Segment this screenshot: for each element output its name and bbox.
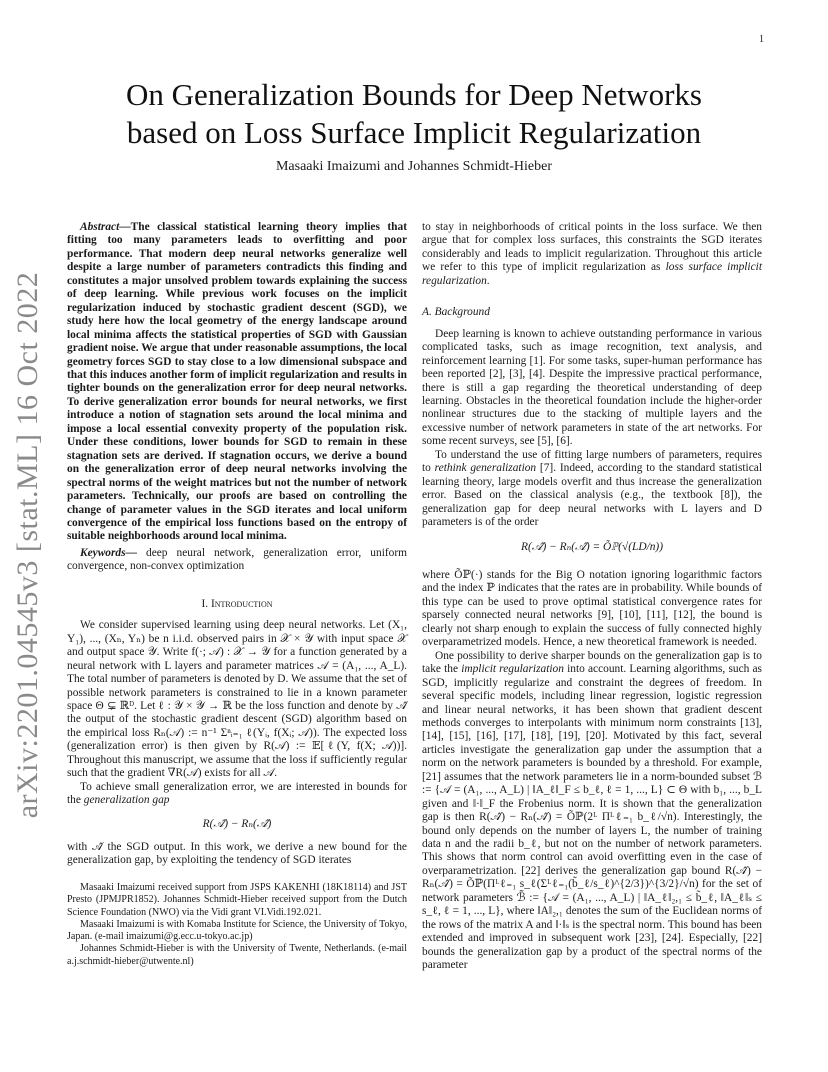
arxiv-stamp-text: arXiv:2201.04545v3 [stat.ML] 16 Oct 2022 <box>11 271 44 819</box>
right-paragraph-1 <box>422 221 762 288</box>
paper-title-line-2: based on Loss Surface Implicit Regularization <box>126 115 702 150</box>
left-column <box>67 221 407 968</box>
right-paragraph-1-emphasis: loss surface implicit regularization <box>422 261 762 287</box>
background-paragraph-2-text-a: To understand the use of fitting large numbers of parameters, requires to <box>422 448 762 475</box>
background-paragraph-2-emphasis: rethink generalization <box>434 462 537 475</box>
background-paragraph-2 <box>422 449 762 530</box>
equation-order: R(𝒜̂) − Rₙ(𝒜̂) = Õℙ(√(LD/n)) <box>520 540 664 553</box>
right-paragraph-1-text: to stay in neighborhoods of critical points in the loss surface. We then argue that for complex loss surfaces, this constraints the SGD iterates considerably and leads to implicit regularization. Throughout this article we refer to this type of implicit regularization as <box>422 221 762 274</box>
intro-paragraph-2-emphasis: generalization gap <box>83 794 170 807</box>
background-paragraph-4-emphasis: implicit regularization <box>461 663 564 676</box>
footnote-funding: Masaaki Imaizumi received support from JSPS KAKENHI (18K18114) and JST Presto (JPMJPR1852). Johannes Schmidt-Hieber received support from the Dutch Science Foundation (NWO) via the Vidi grant VI.Vidi.192.021. <box>67 881 407 918</box>
background-paragraph-1: Deep learning is known to achieve outstanding performance in various complicated tasks, such as image recognition, text analysis, and reinforcement learning [1]. For some tasks, super-human performance has been reported [2], [3], [4]. Despite the impressive practical performance, there is still a gap regarding the theoretical understanding of deep learning. Obstacles in the theoretical foundation include the higher-order nonlinear structures due to the stacking of multiple layers and the excessive number of network parameters in state of the art networks. For some recent surveys, see [5], [6]. <box>422 327 762 448</box>
background-paragraph-3: where Õℙ(·) stands for the Big O notation ignoring logarithmic factors and the index ℙ indicates that the rates are in probability. While bounds of this type can be used to prove optimal statistical convergence rates for sparsely connected neural networks [9], [10], [11], [12], the bound is clearly not sharp enough to explain the success of fully connected highly overparametrized models. Hence, a new theoretical framework is needed. <box>422 568 762 649</box>
keywords <box>67 547 407 574</box>
background-paragraph-4 <box>422 650 762 973</box>
keywords-lead: Keywords— <box>80 546 137 559</box>
subsection-heading-background: A. Background <box>422 306 490 319</box>
intro-paragraph-1: We consider supervised learning using deep neural networks. Let (X₁, Y₁), ..., (Xₙ, Yₙ) be n i.i.d. observed pairs in 𝒳 × 𝒴 with input space 𝒳 and output space 𝒴. Write f(·; 𝒜) : 𝒳 → 𝒴 for a function generated by a neural network with L layers and parameter matrices 𝒜 = (A₁, ..., A_L). The total number of parameters is denoted by D. We assume that the set of possible network parameters is constrained to lie in a known parameter space Θ ⊊ ℝᴰ. Let ℓ : 𝒴 × 𝒴 → ℝ be the loss function and denote by 𝒜̂ the output of the stochastic gradient descent (SGD) algorithm based on the empirical loss Rₙ(𝒜) := n⁻¹ Σⁿᵢ₌₁ ℓ(Yᵢ, f(Xᵢ; 𝒜)). The expected loss (generalization error) is then given by R(𝒜) := 𝔼[ℓ(Y, f(X; 𝒜))]. Throughout this manuscript, we assume that the loss if sufficiently regular such that the gradient ∇R(𝒜) exists for all 𝒜. <box>67 619 407 780</box>
abstract <box>67 221 407 544</box>
abstract-lead: Abstract <box>80 221 120 233</box>
section-heading-introduction: I. Introduction <box>201 597 273 610</box>
paper-authors: Masaaki Imaizumi and Johannes Schmidt-Hieber <box>275 159 553 174</box>
abstract-body: —The classical statistical learning theory implies that fitting too many parameters leads to overfitting and poor performance. That modern deep neural networks generalize well despite a large number of parameters contradicts this finding and constitutes a major unsolved problem towards explaining the success of deep learning. While previous work focuses on the implicit regularization induced by stochastic gradient descent (SGD), we study here how the local geometry of the energy landscape around local minima affects the statistical properties of SGD with Gaussian gradient noise. We argue that under reasonable assumptions, the local geometry forces SGD to stay close to a low dimensional subspace and that this induces another form of implicit regularization and results in tighter bounds on the generalization error for deep neural networks. To derive generalization error bounds for neural networks, we first introduce a notion of stagnation sets around the local minima and impose a local essential convexity property of the population risk. Under these conditions, lower bounds for SGD to remain in these stagnation sets are derived. If stagnation occurs, we derive a bound on the generalization error of deep neural networks involving the spectral norms of the weight matrices but not the number of network parameters. Technically, our proofs are based on controlling the change of parameter values in the SGD iterates and local uniform convergence of the empirical loss functions based on the entropy of suitable neighborhoods around local minima. <box>67 221 407 543</box>
background-paragraph-4-text-b: into account. Learning algorithms, such as SGD, implicitly regularize and constraint the degrees of freedom. In several specific models, including linear regression, logistic regression and linear neural networks, it has been shown that gradient descent methods converges to interpolants with minimum norm constraints [13], [14], [15], [16], [17], [18], [19], [20]. Motivated by this fact, several articles investigate the generalization gap under the assumption that a norm on the network parameters is bounded by a threshold. For example, [21] assumes that the network parameters lie in a norm-bounded subset ℬ := {𝒜 = (A₁, ..., A_L) | ‖A_ℓ‖_F ≤ b_ℓ, ℓ = 1, ..., L} ⊂ Θ with b₁, ..., b_L given and ‖·‖_F the Frobenius norm. It is shown that the generalization gap is then R(𝒜̂) − Rₙ(𝒜̂) = Õℙ(2ᴸ Πᴸℓ₌₁ b_ℓ/√n). Interestingly, the bound only depends on the number of layers L, the number of training data n and the radii b_ℓ, but not on the number of network parameters. This shows that norm control can avoid overfitting even in the case of overparametrization. [22] derives the generalization gap bound R(𝒜̂) − Rₙ(𝒜̂) = Õℙ(Πᴸℓ₌₁ s_ℓ(Σᴸℓ₌₁(b̃_ℓ/s_ℓ)^{2/3})^{3/2}/√n) for the set of network parameters ℬ̃ := {𝒜 = (A₁, ..., A_L) | ‖A_ℓ‖₂,₁ ≤ b̃_ℓ, ‖A_ℓ‖ₛ ≤ s_ℓ, ℓ = 1, ..., L}, where ‖A‖₂,₁ denotes the sum of the Euclidean norms of the rows of the matrix A and ‖·‖ₛ is the spectral norm. This bound has been extended and improved in subsequent work [23], [24]. Especially, [22] bounds the generalization gap by a product of the spectral norms of the parameter <box>422 663 762 972</box>
background-paragraph-2-text-b: [7]. Indeed, according to the standard statistical learning theory, large models overfit and thus increase the generalization error. Based on the classical analysis (e.g., the textbook [8]), the generalization gap for deep neural networks with L layers and D parameters is of the order <box>422 462 762 529</box>
footnote-affiliation-2: Johannes Schmidt-Hieber is with the University of Twente, Netherlands. (e-mail a.j.schmidt-hieber@utwente.nl) <box>67 943 407 967</box>
intro-paragraph-2 <box>67 781 407 808</box>
paper-title-line-1: On Generalization Bounds for Deep Networks <box>126 77 702 112</box>
background-paragraph-4-text-a: One possibility to derive sharper bounds on the generalization gap is to take the <box>422 649 762 676</box>
right-column <box>422 221 762 973</box>
page-number: 1 <box>759 34 764 45</box>
arxiv-stamp <box>6 271 50 819</box>
intro-paragraph-3: with 𝒜̂ the SGD output. In this work, we derive a new bound for the generalization gap, by exploiting the tendency of SGD iterates <box>67 841 407 867</box>
equation-generalization-gap: R(𝒜̂) − Rₙ(𝒜̂) <box>202 817 272 830</box>
keywords-body: deep neural network, generalization error, uniform convergence, non-convex optimization <box>67 546 407 573</box>
paper-title <box>60 76 768 152</box>
intro-paragraph-2-text: To achieve small generalization error, we are interested in bounds for the <box>67 780 407 807</box>
right-paragraph-1-end: . <box>486 274 490 287</box>
footnote-affiliation-1: Masaaki Imaizumi is with Komaba Institute for Science, the University of Tokyo, Japan. (e-mail imaizumi@g.ecc.u-tokyo.ac.jp) <box>67 918 407 943</box>
